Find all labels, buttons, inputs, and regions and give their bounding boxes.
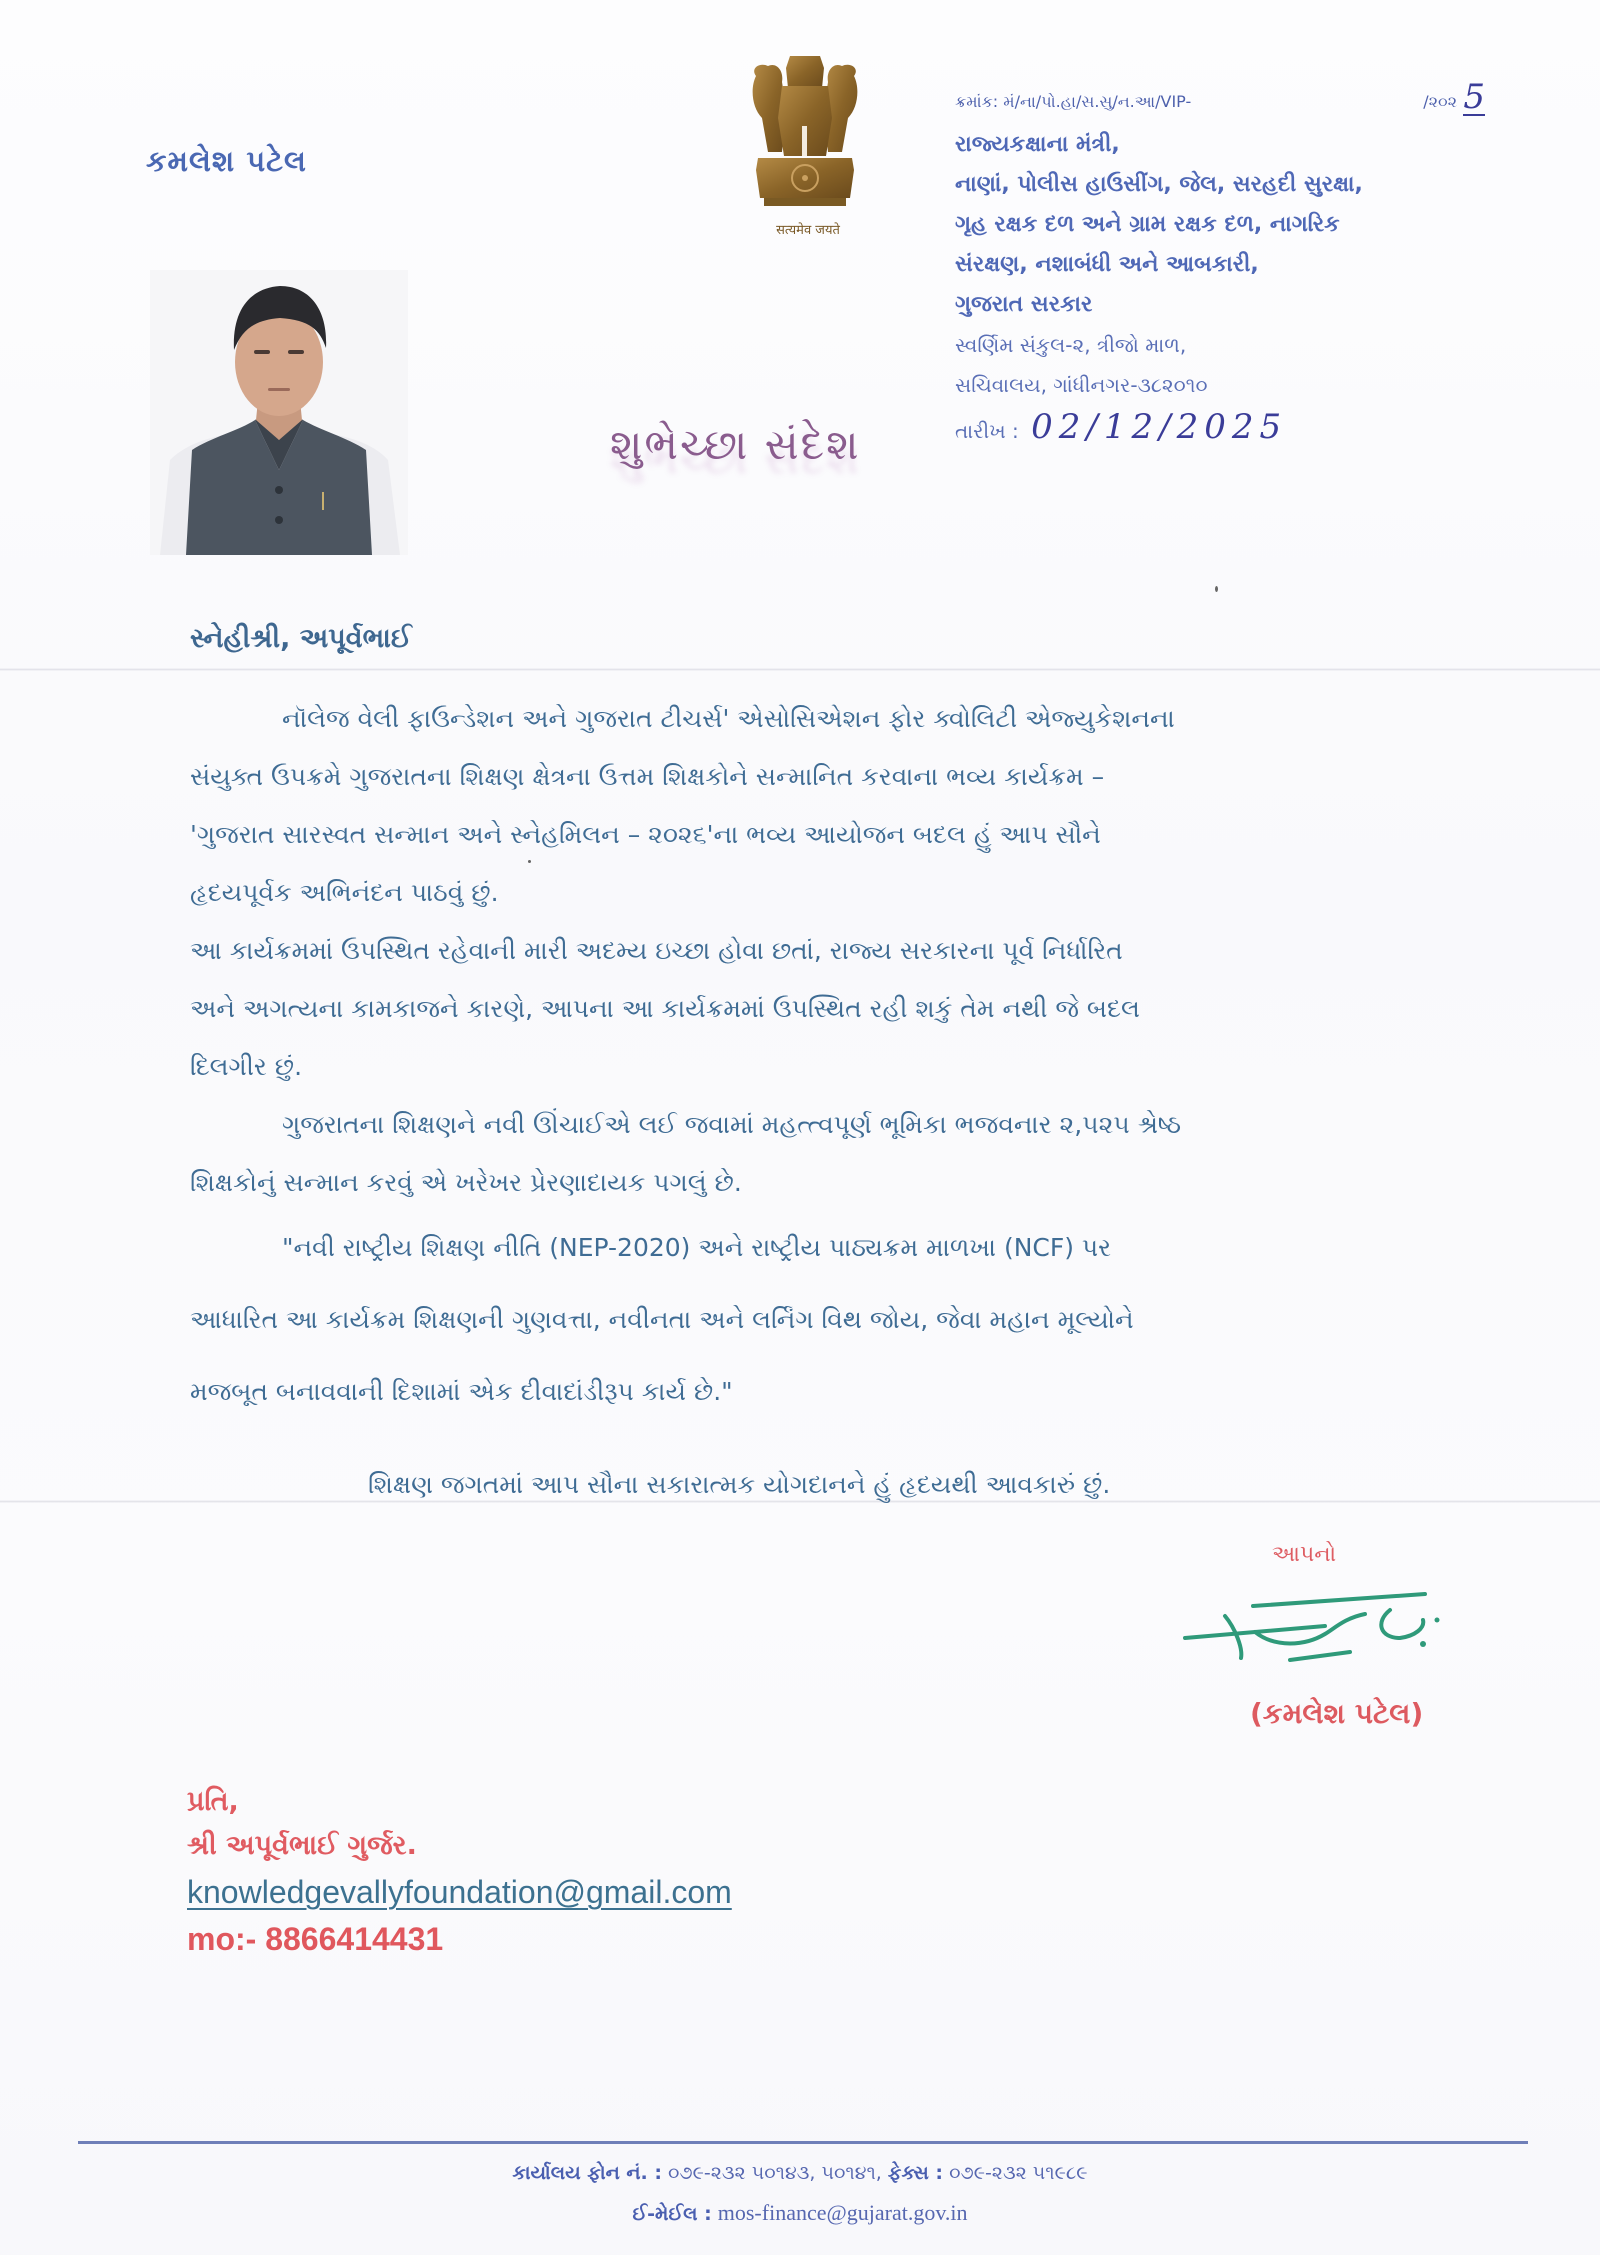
footer-email-value[interactable]: mos-finance@gujarat.gov.in (717, 2200, 968, 2225)
emblem-motto: सत्यमेव जयते (776, 223, 840, 238)
date-label: તારીખ : (955, 419, 1019, 443)
valediction: આપનો (1272, 1542, 1337, 1567)
office-title-line: ગૃહ રક્ષક દળ અને ગ્રામ રક્ષક દળ, નાગરિક (955, 212, 1340, 237)
scan-speck (1215, 586, 1218, 592)
office-phone-label: કાર્યાલય ફોન નં. : (512, 2162, 662, 2184)
date-row (955, 407, 1555, 451)
office-title-line: રાજ્યકક્ષાના મંત્રી, (955, 132, 1120, 157)
reference-year: /૨૦૨ (1423, 92, 1457, 111)
date-handwritten: 02/12/2025 (1031, 407, 1288, 447)
paper-fold-line (0, 668, 1600, 671)
office-title-line: ગુજરાત સરકાર (955, 292, 1093, 317)
signature-icon (1175, 1588, 1455, 1668)
scan-speck (528, 860, 531, 863)
body-line: 'ગુજરાત સારસ્વત સન્માન અને સ્નેહમિલન – ૨૦૨૬'ના ભવ્ય આયોજન બદલ હું આપ સૌને (190, 820, 1101, 849)
body-line: આ કાર્યક્રમમાં ઉપસ્થિત રહેવાની મારી અદમ્ય ઇચ્છા હોવા છતાં, રાજ્ય સરકારના પૂર્વ નિર્ધારિત (190, 936, 1123, 965)
body-line: આધારિત આ કાર્યક્રમ શિક્ષણની ગુણવત્તા, નવીનતા અને લર્નિંગ વિથ જોય, જેવા મહાન મૂલ્યોને (190, 1305, 1134, 1334)
body-line: અને અગત્યના કામકાજને કારણે, આપના આ કાર્યક્રમમાં ઉપસ્થિત રહી શકું તેમ નથી જે બદલ (190, 994, 1140, 1023)
minister-photo (150, 270, 408, 555)
address-line: સ્વર્ણિમ સંકુલ-૨, ત્રીજો માળ, (955, 333, 1187, 357)
reference-prefix: ક્રમાંક: મં/ના/પો.હા/સ.સુ/ન.આ/VIP- (955, 92, 1192, 111)
footer-divider (78, 2141, 1528, 2144)
minister-name: કમલેશ પટેલ (146, 144, 307, 178)
body-line: દિલગીર છું. (190, 1052, 303, 1081)
reference-year-handwritten: 5 (1463, 77, 1485, 117)
body-line: "નવી રાષ્ટ્રીય શિક્ષણ નીતિ (NEP-2020) અને રાષ્ટ્રીય પાઠ્યક્રમ માળખા (NCF) પર (282, 1233, 1112, 1262)
office-title-line: નાણાં, પોલીસ હાઉસીંગ, જેલ, સરહદી સુરક્ષા, (955, 172, 1363, 197)
body-line: શિક્ષકોનું સન્માન કરવું એ ખરેખર પ્રેરણાદાયક પગલું છે. (190, 1168, 742, 1197)
letter-body (190, 690, 1475, 1428)
recipient-label: પ્રતિ, (187, 1786, 239, 1817)
salutation: સ્નેહીશ્રી, અપૂર્વભાઈ (190, 623, 412, 654)
recipient-block (187, 1780, 732, 1962)
office-title-line: સંરક્ષણ, નશાબંધી અને આબકારી, (955, 252, 1259, 277)
office-phone-value: ૦૭૯-૨૩૨ ૫૦૧૪૩, ૫૦૧૪૧, (667, 2162, 882, 2184)
recipient-mobile: mo:- 8866414431 (187, 1921, 444, 1957)
body-line: નૉલેજ વેલી ફાઉન્ડેશન અને ગુજરાત ટીચર્સ' એસોસિએશન ફોર ક્વોલિટી એજ્યુકેશનના (282, 704, 1175, 733)
address-line: સચિવાલય, ગાંધીનગર-૩૮૨૦૧૦ (955, 373, 1208, 397)
body-line: સંયુક્ત ઉપક્રમે ગુજરાતના શિક્ષણ ક્ષેત્રના ઉત્તમ શિક્ષકોને સન્માનિત કરવાના ભવ્ય કાર્યક્રમ – (190, 762, 1105, 791)
body-line: ગુજરાતના શિક્ષણને નવી ઊંચાઈએ લઈ જવામાં મહત્ત્વપૂર્ણ ભૂમિકા ભજવનાર ૨,૫૨૫ શ્રેષ્ઠ (282, 1110, 1182, 1139)
recipient-name: શ્રી અપૂર્વભાઈ ગુર્જર. (187, 1830, 417, 1861)
reference-number (955, 77, 1525, 117)
closing-line: શિક્ષણ જગતમાં આપ સૌના સકારાત્મક યોગદાનને હું હૃદયથી આવકારું છું. (368, 1470, 1111, 1499)
footer-email-label: ઈ-મેઈલ : (632, 2203, 712, 2225)
fax-value: ૦૭૯-૨૩૨ ૫૧૯૮૯ (949, 2162, 1088, 2184)
body-line: હૃદયપૂર્વક અભિનંદન પાઠવું છું. (190, 878, 499, 907)
office-designation-block (955, 125, 1555, 451)
paper-fold-line (0, 1500, 1600, 1503)
greeting-message-title: શુભેચ્છા સંદેશ (610, 420, 861, 469)
recipient-email-link[interactable]: knowledgevallyfoundation@gmail.com (187, 1874, 732, 1910)
fax-label: ફેક્સ : (887, 2162, 944, 2184)
footer-contact-phone (0, 2162, 1600, 2184)
footer-contact-email (0, 2200, 1600, 2226)
body-line: મજબૂત બનાવવાની દિશામાં એક દીવાદાંડીરૂપ કાર્ય છે." (190, 1377, 733, 1406)
national-emblem-icon (742, 48, 868, 238)
signer-name: (કમલેશ પટેલ) (1250, 1697, 1424, 1730)
